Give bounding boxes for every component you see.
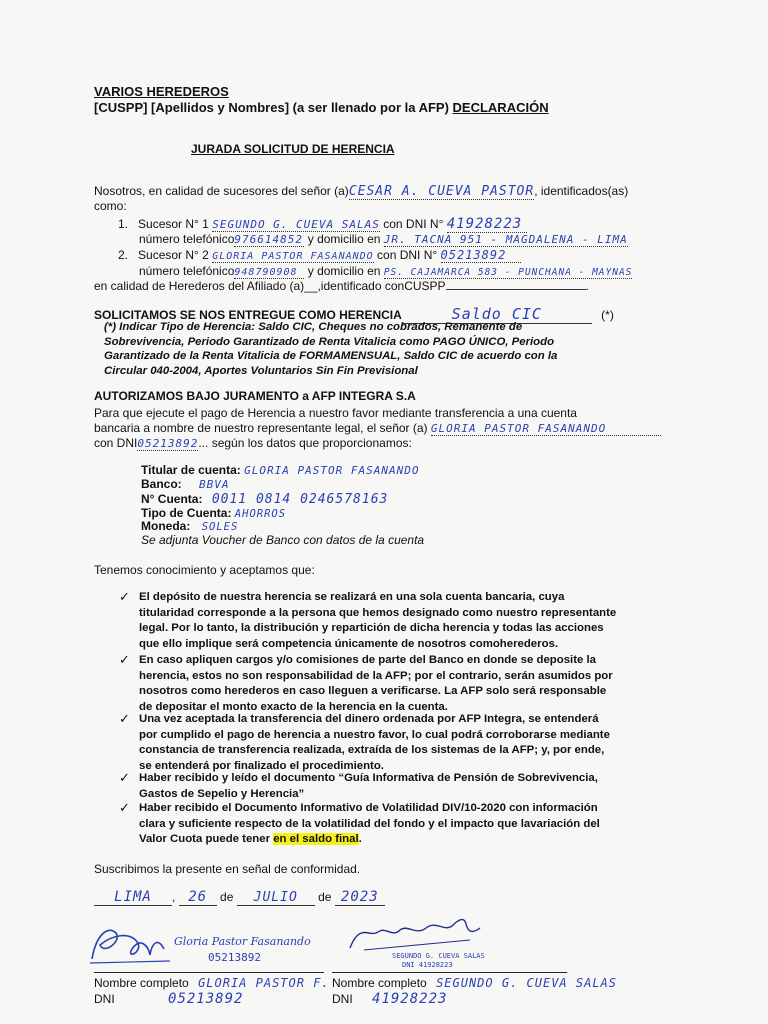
heir-1-name: SEGUNDO G. CUEVA SALAS: [212, 218, 380, 231]
acknowledge-item-3: Una vez aceptada la transferencia del dinero ordenada por AFP Integra, se entenderá por cumplido el pago de herencia a nuestro favor, lo cual podrá corroborarse mediante constancia de transferencia realizada, extraída de los sistemas de la AFP; y, por ende, se entenderá por finalizado el procedimiento.: [139, 713, 610, 772]
account-number-label: N° Cuenta:: [141, 492, 203, 506]
heir-2-index: 2.: [118, 248, 129, 262]
heir-2-address: PS. CAJAMARCA 583 - PUNCHANA - MAYNAS: [383, 267, 633, 278]
heir-1-address: JR. TACNA 951 - MAGDALENA - LIMA: [383, 233, 628, 246]
signer-2-dni: 41928223: [372, 991, 448, 1007]
autorizamos-line3-text: según los datos que proporcionamos:: [211, 436, 412, 450]
account-number-value: 0011 0814 0246578163: [211, 492, 389, 507]
heir-1-addr-label: y domicilio en: [307, 232, 381, 246]
acknowledge-item-4: Haber recibido y leído el documento “Guía Informativa de Pensión de Sobrevivencia, Gastos de Sepelio y Herencia”: [139, 772, 598, 800]
account-holder-row: [141, 463, 419, 477]
signer-2-name: SEGUNDO G. CUEVA SALAS: [436, 976, 618, 990]
check-icon: ✓: [119, 770, 130, 785]
currency-row: [141, 519, 238, 533]
signer-2-dni-row: [332, 991, 447, 1007]
account-type-value: AHORROS: [234, 508, 287, 520]
autorizamos-line2: [94, 421, 661, 436]
year-value: 2023: [335, 889, 385, 906]
svg-text:05213892: 05213892: [208, 951, 261, 964]
date-de-1: de: [220, 890, 234, 904]
herederos-text: en calidad de Herederos del Afiliado (a)__,identificado conCUSPP: [94, 279, 446, 293]
voucher-note: Se adjunta Voucher de Banco con datos de la cuenta: [141, 533, 425, 547]
signer-1-name-label: Nombre completo: [94, 976, 189, 990]
heir-2-line: [118, 248, 521, 263]
heir-1-phone: 976614852: [234, 233, 303, 246]
account-type-row: [141, 506, 286, 520]
header-declaracion: DECLARACIÓN: [452, 100, 549, 115]
autorizamos-line1: Para que ejecute el pago de Herencia a nuestro favor mediante transferencia a una cuenta: [94, 406, 577, 420]
acknowledge-item-5-text: Haber recibido el Documento Informativo de Volatilidad DIV/10-2020 con información clara y suficiente respecto de la volatilidad del fondo y el impacto que lavariación del Valor Cuota puede tener: [139, 802, 600, 845]
bank-value: BBVA: [199, 478, 230, 491]
month-value: JULIO: [237, 890, 315, 906]
inheritance-type-note: (*) Indicar Tipo de Herencia: Saldo CIC, Cheques no cobrados, Remanente de Sobrevivencia, Periodo Garantizado de Renta Vitalicia como PAGO ÚNICO, Periodo Garantizado de la Renta Vitalicia de FORMAMENSUAL, Saldo CIC de acuerdo con la Circular 040-2004, Aportes Voluntarios Sin Fin Previsional: [104, 321, 558, 377]
doc-header-line1: VARIOS HEREDEROS: [94, 84, 229, 99]
bank-row: [141, 477, 230, 491]
account-holder-value: GLORIA PASTOR FASANANDO: [244, 464, 420, 477]
intro-line: [94, 184, 628, 200]
signer-1-name: GLORIA PASTOR F.: [198, 976, 330, 990]
signer-2-name-label: Nombre completo: [332, 976, 427, 990]
cuspp-blank: [446, 289, 586, 290]
date-de-2: de: [318, 890, 332, 904]
account-type-label: Tipo de Cuenta:: [141, 506, 232, 520]
header-cuspp: [CUSPP] [Apellidos y Nombres] (a ser llenado por la AFP): [94, 100, 453, 115]
check-icon: ✓: [119, 800, 130, 815]
doc-title: JURADA SOLICITUD DE HERENCIA: [191, 142, 395, 156]
doc-header-line2: [94, 100, 549, 115]
intro-prefix: Nosotros, en calidad de sucesores del señor (a): [94, 184, 349, 198]
account-number-row: [141, 492, 388, 507]
svg-text:Gloria Pastor Fasanando: Gloria Pastor Fasanando: [174, 935, 311, 948]
autorizamos-con-dni: con DNI: [94, 436, 138, 450]
currency-value: SOLES: [201, 521, 239, 533]
svg-text:SEGUNDO G. CUEVA SALAS: SEGUNDO G. CUEVA SALAS: [392, 952, 485, 960]
signer-1-name-row: [94, 976, 330, 990]
signer-1-dni: 05213892: [168, 991, 244, 1007]
acknowledge-intro: Tenemos conocimiento y aceptamos que:: [94, 563, 315, 577]
currency-label: Moneda:: [141, 519, 191, 533]
solicitamos-label: SOLICITAMOS SE NOS ENTREGUE COMO HERENCIA: [94, 308, 402, 322]
signer-1-dni-label: DNI: [94, 992, 115, 1006]
acknowledge-item-5: [139, 801, 619, 848]
heir-1-phone-label: número telefónico: [139, 232, 235, 246]
autorizamos-heading: AUTORIZAMOS BAJO JURAMENTO a AFP INTEGRA S.A: [94, 389, 416, 403]
heir-2-label: Sucesor N° 2: [138, 248, 209, 262]
heir-2-dni: 05213892: [441, 248, 521, 263]
signature-2: [340, 908, 490, 972]
autorizamos-line3: con DNI05213892... según los datos que proporcionamos:: [94, 436, 412, 450]
signature-2-line: [332, 972, 567, 973]
heir-2-contact: [139, 264, 632, 279]
signer-2-dni-label: DNI: [332, 992, 353, 1006]
heir-2-addr-label: y domicilio en: [307, 264, 381, 278]
acknowledge-item-2: En caso apliquen cargos y/o comisiones de parte del Banco en donde se deposite la herencia, estos no son responsabilidad de la AFP; por el contrario, serán asumidos por nosotros como herederos en caso lleguen a verificarse. La AFP solo será responsable de depositar el monto exacto de la herencia en la cuenta.: [139, 654, 613, 713]
heir-1-dni-label: con DNI N°: [383, 217, 444, 231]
intro-suffix: , identificados(as): [534, 184, 629, 198]
acknowledge-item-1: El depósito de nuestra herencia se realizará en una sola cuenta bancaria, cuya titularidad corresponde a la persona que hemos designado como nuestro representante legal. Por lo tanto, la distribución y repartición de dicha herencia y todas las acciones que ello implique será competencia únicamente de nosotros comoherederos.: [139, 591, 617, 650]
representative-dni: 05213892: [137, 437, 199, 450]
heir-1-index: 1.: [118, 217, 129, 231]
autorizamos-line2-text: bancaria a nombre de nuestro representante legal, el señor (a): [94, 421, 428, 435]
inheritance-type: Saldo CIC: [402, 305, 592, 324]
herederos-line: en calidad de Herederos del Afiliado (a)__,identificado conCUSPP .: [94, 279, 589, 293]
check-icon: ✓: [119, 652, 130, 667]
closing-text: Suscribimos la presente en señal de conformidad.: [94, 862, 361, 876]
representative-name: GLORIA PASTOR FASANANDO: [431, 422, 661, 436]
heir-1-label: Sucesor N° 1: [138, 217, 209, 231]
account-holder-label: Titular de cuenta:: [141, 463, 241, 477]
heir-2-phone: 948790908: [234, 267, 304, 279]
place-value: LIMA: [94, 889, 172, 906]
signer-1-dni-row: [94, 991, 243, 1007]
heir-1-contact: [139, 232, 628, 247]
signer-2-name-row: [332, 976, 617, 990]
heir-2-name: GLORIA PASTOR FASANANDO: [212, 251, 374, 262]
bank-label: Banco:: [141, 477, 182, 491]
intro-como: como:: [94, 199, 127, 213]
day-value: 26: [179, 889, 217, 906]
check-icon: ✓: [119, 589, 130, 604]
svg-text:DNI 41928223: DNI 41928223: [402, 961, 453, 969]
heir-2-dni-label: con DNI N°: [377, 248, 438, 262]
heir-1-line: [118, 216, 527, 233]
affiliate-name: CESAR A. CUEVA PASTOR: [348, 184, 535, 199]
heir-2-phone-label: número telefónico: [139, 264, 235, 278]
signature-1-line: [94, 972, 324, 973]
heir-1-dni: 41928223: [447, 216, 527, 233]
highlighted-saldo-final: en el saldo final: [273, 833, 359, 845]
signature-1: [86, 915, 326, 973]
check-icon: ✓: [119, 711, 130, 726]
solicitamos-mark: (*): [601, 308, 614, 322]
date-line: LIMA , 26 de JULIO de 2023: [94, 889, 385, 906]
acknowledge-item-5-end: .: [358, 833, 362, 845]
